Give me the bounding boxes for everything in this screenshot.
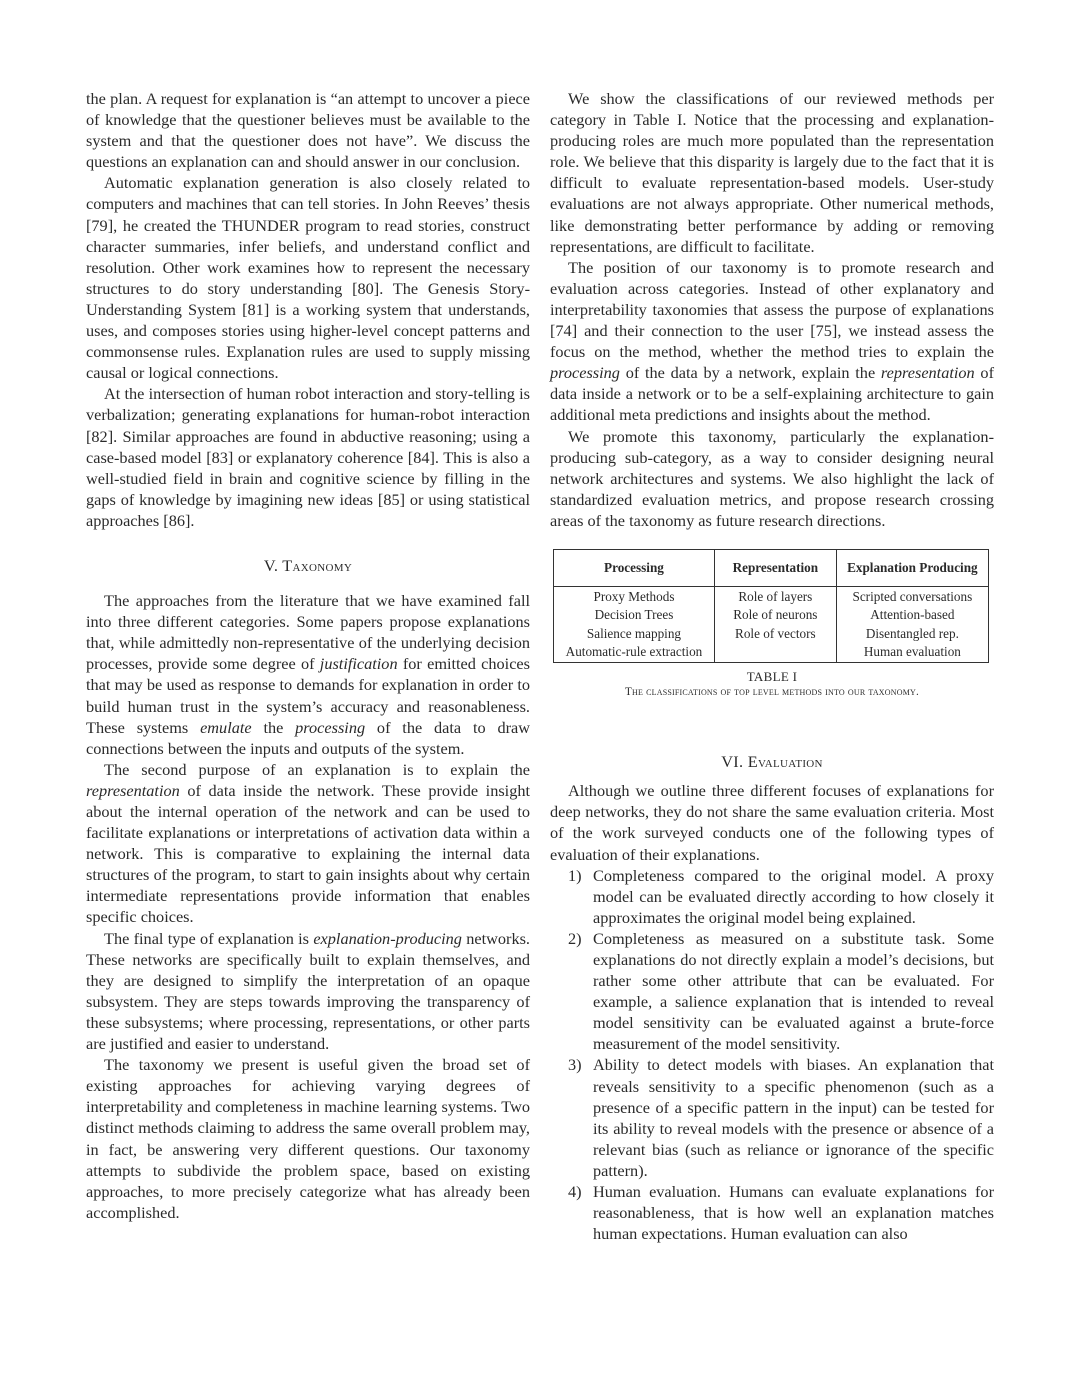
- table-cell: Role of vectors: [714, 625, 836, 643]
- paragraph-taxonomy-representation: The second purpose of an explanation is to explain the representation of data inside the network. These provide insight about the internal operation of the network and can be used to facilitate explanations or interpretations of activation data within a network. This is comparative to explaining the internal data structures of the program, to start to gain insights about why certain intermediate representations provide information that enables specific choices.: [86, 759, 530, 927]
- paragraph-taxonomy-promote: We promote this taxonomy, particularly the explanation-producing sub-category, as a way to consider designing neural network architectures and systems. We also highlight the lack of standardized evaluation metrics, and propose research crossing areas of the taxonomy as future research directions.: [550, 426, 994, 530]
- section-heading-taxonomy: V. Taxonomy: [263, 555, 353, 575]
- list-number: 3): [568, 1055, 582, 1075]
- table-cell: Automatic-rule extraction: [554, 643, 715, 663]
- paragraph-verbalization: At the intersection of human robot interaction and story-telling is verbalization; generating explanations for human-robot interaction [82]. Similar approaches are found in abductive reasoning; using a case-based model [83] or explanatory coherence [84]. This is also a well-studied field in brain and cognitive science by filling in the gaps of knowledge by imagining new ideas [85] or using statistical approaches [86].: [86, 384, 530, 530]
- table-cell: Human evaluation: [836, 643, 988, 663]
- table-row: [554, 606, 989, 624]
- table-cell: Salience mapping: [554, 625, 715, 643]
- table-cell: Role of neurons: [714, 606, 836, 624]
- table-cell: Scripted conversations: [836, 586, 988, 606]
- list-item: [550, 865, 994, 928]
- list-item: [550, 1054, 994, 1181]
- table-cell: Attention-based: [836, 606, 988, 624]
- table-row: [554, 625, 989, 643]
- taxonomy-table-figure: [550, 549, 994, 699]
- table-row: [554, 643, 989, 663]
- list-item-text: Human evaluation. Humans can evaluate explanations for reasonableness, that is how well an explanation matches human expectations. Human evaluation can also: [593, 1182, 994, 1244]
- taxonomy-table: [553, 549, 989, 663]
- paragraph-taxonomy-explanation-producing: The final type of explanation is explanation-producing networks. These networks are specifically built to explain themselves, and they are designed to simplify the interpretation of an opaque subsystem. They are steps towards improving the transparency of these subsystems; where processing, representations, or other parts are justified and easier to understand.: [86, 928, 531, 1054]
- paragraph-taxonomy-processing: The approaches from the literature that we have examined fall into three different categories. Some papers propose explanations that, while admittedly non-representative of the underlying decision processes, provide some degree of justification for emitted choices that may be used as response to demands for explanation in order to build human trust in the system’s accuracy and reasonableness. These systems emulate the processing of the data to draw connections between the inputs and outputs of the system.: [86, 591, 530, 758]
- table-cell: [714, 643, 836, 663]
- list-number: 4): [568, 1182, 582, 1202]
- section-heading-evaluation: VI. Evaluation: [721, 752, 823, 772]
- left-column: [86, 88, 530, 1223]
- table-cell: Proxy Methods: [554, 586, 715, 606]
- table-label: TABLE I: [746, 669, 798, 685]
- list-item: [550, 928, 994, 1055]
- table-cell: Role of layers: [714, 586, 836, 606]
- table-caption: The classifications of top level methods into our taxonomy.: [625, 686, 919, 699]
- table-header-processing: Processing: [554, 549, 715, 586]
- table-row: [554, 586, 989, 606]
- evaluation-list: [550, 865, 994, 1245]
- paragraph-taxonomy-usefulness: The taxonomy we present is useful given the broad set of existing approaches for achieving varying degrees of interpretability and completeness in machine learning systems. Two distinct methods claiming to address the same overall problem may, in fact, be answering very different questions. Our taxonomy attempts to subdivide the problem space, based on existing approaches, to more precisely categorize what has already been accomplished.: [86, 1055, 530, 1222]
- table-header-representation: Representation: [714, 549, 836, 586]
- paragraph-taxonomy-position: The position of our taxonomy is to promote research and evaluation across categories. Instead of other explanatory and interpretability taxonomies that assess the purpose of explanations [74] and their connection to the user [75], we instead assess the focus on the method, whether the method tries to explain the processing of the data by a network, explain the representation of data inside a network or to be a self-explaining architecture to gain additional meta predictions and insights about the method.: [550, 257, 994, 425]
- table-cell: Disentangled rep.: [836, 625, 988, 643]
- list-item-text: Ability to detect models with biases. An explanation that reveals sensitivity to a specific phenomenon (such as a presence of a specific pattern in the input) can be tested for its ability to reveal models with the presence or absence of a relevant bias (such as reliance or ignorance of the specific pattern).: [593, 1055, 994, 1180]
- list-number: 1): [568, 865, 582, 885]
- list-item: [550, 1181, 994, 1244]
- list-item-text: Completeness as measured on a substitute task. Some explanations do not directly explain a model’s decisions, but rather some other attribute that can be evaluated. For example, a salience explanation that is intended to reveal model sensitivity can be evaluated against a brute-force measurement of the model sensitivity.: [593, 928, 994, 1054]
- right-column: [550, 88, 994, 1244]
- list-number: 2): [568, 928, 582, 948]
- list-item-text: Completeness compared to the original model. A proxy model can be evaluated directly according to how closely it approximates the original model being explained.: [593, 865, 994, 927]
- paragraph-story-generation: Automatic explanation generation is also closely related to computers and machines that can tell stories. In John Reeves’ thesis [79], he created the THUNDER program to read stories, construct character summaries, infer beliefs, and understand conflict and resolution. Other work examines how to represent the necessary structures to do story understanding [80]. The Genesis Story-Understanding System [81] is a working system that understands, uses, and composes stories using higher-level concept patterns and commonsense rules. Explanation rules are used to supply missing causal or logical connections.: [86, 173, 530, 383]
- paragraph-table-intro: We show the classifications of our reviewed methods per category in Table I. Notice that the processing and explanation-producing roles are much more populated than the representation role. We believe that this disparity is largely due to the fact that it is difficult to evaluate representation-based models. User-study evaluations are not always appropriate. Other numerical methods, like demonstrating better performance by adding or removing representations, are difficult to facilitate.: [550, 89, 994, 256]
- table-header-explanation-producing: Explanation Producing: [836, 549, 988, 586]
- paragraph-evaluation-intro: Although we outline three different focuses of explanations for deep networks, they do not share the same evaluation criteria. Most of the work surveyed conducts one of the following types of evaluation of their explanations.: [550, 781, 994, 864]
- paragraph-plan-continued: the plan. A request for explanation is “an attempt to uncover a piece of knowledge that the questioner believes must be available to the system and that the questioner does not have”. We discuss the questions an explanation can and should answer in our conclusion.: [86, 89, 530, 172]
- table-cell: Decision Trees: [554, 606, 715, 624]
